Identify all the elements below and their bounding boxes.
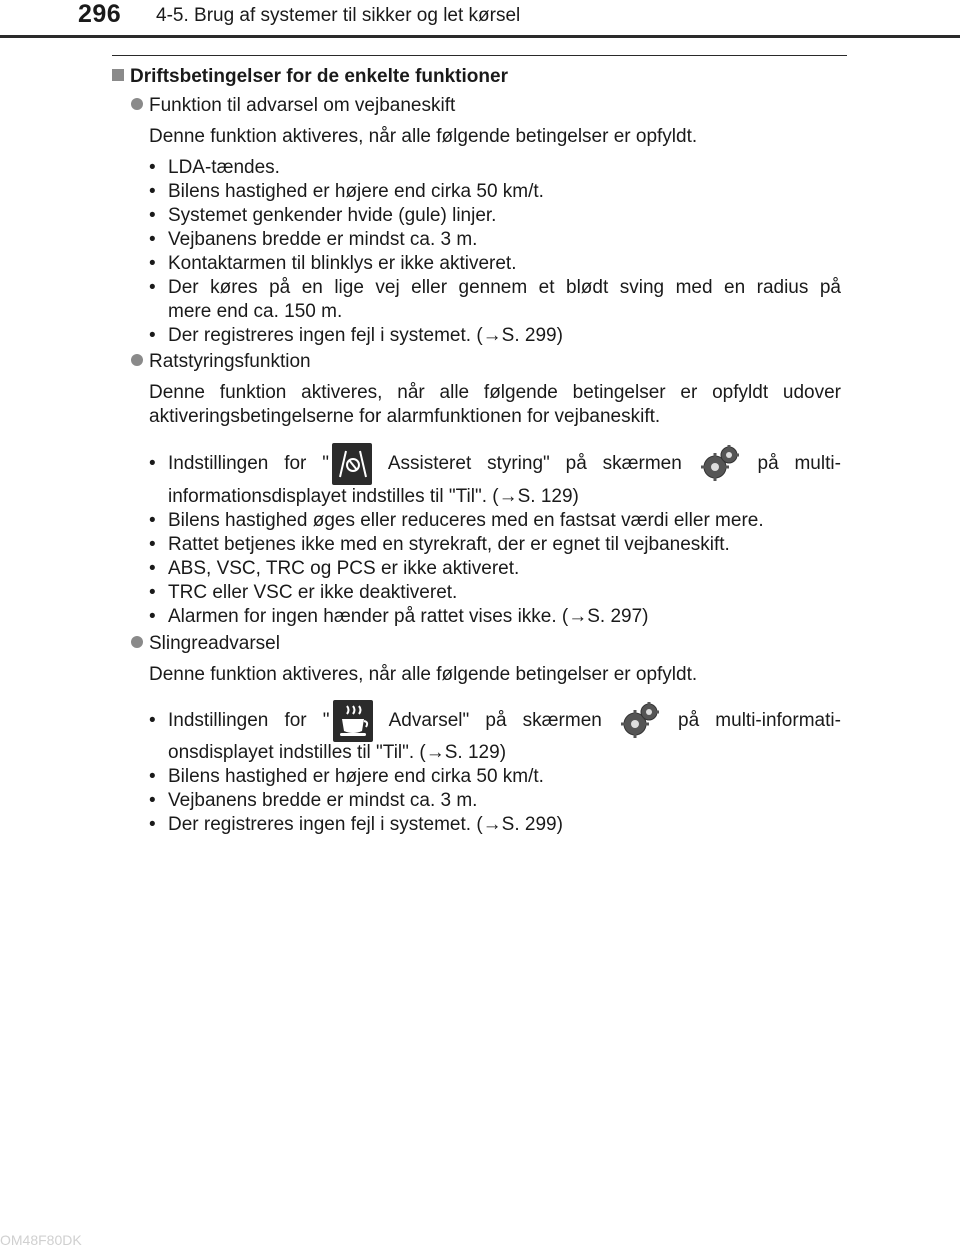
lda-intro: Denne funktion aktiveres, når alle følgende betingelser er opfyldt. xyxy=(149,126,698,147)
bullet-icon: • xyxy=(149,582,156,603)
bullet-icon: • xyxy=(149,558,156,579)
word: på xyxy=(678,710,700,731)
sway-setting-row xyxy=(149,699,841,743)
word: " xyxy=(322,453,329,474)
list-item-text: Bilens hastighed er højere end cirka 50 km/t. xyxy=(168,766,544,787)
list-item-text: Bilens hastighed øges eller reduceres med en fastsat værdi eller mere. xyxy=(168,510,764,531)
steering-setting-row xyxy=(149,442,841,486)
word: på xyxy=(485,710,507,731)
section-heading xyxy=(112,65,508,89)
bullet-icon: • xyxy=(149,606,156,627)
gear-settings-icon xyxy=(698,442,742,486)
sway-bullet-list xyxy=(149,765,841,837)
bullet-icon: • xyxy=(149,710,156,731)
section-heading-text: Driftsbetingelser for de enkelte funktioner xyxy=(130,66,508,87)
list-item-text: Bilens hastighed er højere end cirka 50 km/t. xyxy=(168,181,544,202)
bullet-icon: • xyxy=(149,790,156,811)
lda-heading-text: Funktion til advarsel om vejbaneskift xyxy=(149,95,456,116)
word: på xyxy=(757,453,779,474)
bullet-icon: • xyxy=(149,205,156,226)
word: Assisteret xyxy=(387,453,472,474)
footer-code: OM48F80DK xyxy=(0,1232,82,1248)
list-item-continued: mere end ca. 150 m. xyxy=(168,301,343,322)
steering-bullet-list xyxy=(149,509,841,629)
word: Advarsel" xyxy=(388,710,470,731)
sway-intro: Denne funktion aktiveres, når alle følgende betingelser er opfyldt. xyxy=(149,664,698,685)
square-marker-icon xyxy=(112,69,124,81)
steering-heading-text: Ratstyringsfunktion xyxy=(149,351,311,372)
lda-heading xyxy=(131,94,455,118)
lda-bullet-list xyxy=(149,156,841,356)
list-item-text: Systemet genkender hvide (gule) linjer. xyxy=(168,205,497,226)
list-item-text: Alarmen for ingen hænder på rattet vises ikke. (→S. 297) xyxy=(168,606,649,627)
circle-marker-icon xyxy=(131,354,143,366)
circle-marker-icon xyxy=(131,98,143,110)
word: for xyxy=(284,453,307,474)
word: for xyxy=(284,710,307,731)
word: multi- xyxy=(794,453,841,474)
gear-settings-icon xyxy=(618,699,662,743)
word: skærmen xyxy=(602,453,682,474)
list-item-text: Vejbanens bredde er mindst ca. 3 m. xyxy=(168,790,478,811)
bullet-icon: • xyxy=(149,453,156,474)
list-item-text: LDA-tændes. xyxy=(168,157,280,178)
word: Indstillingen xyxy=(168,710,269,731)
section-rule xyxy=(112,55,847,56)
sway-heading-text: Slingreadvarsel xyxy=(149,633,280,654)
word: på xyxy=(565,453,587,474)
list-item-text: Der registreres ingen fejl i systemet. (→S. 299) xyxy=(168,814,563,835)
steering-heading xyxy=(131,350,311,374)
bullet-icon: • xyxy=(149,325,156,346)
word: " xyxy=(322,710,330,731)
word: styring" xyxy=(487,453,550,474)
list-item-text: Vejbanens bredde er mindst ca. 3 m. xyxy=(168,229,478,250)
bullet-icon: • xyxy=(149,181,156,202)
bullet-icon: • xyxy=(149,229,156,250)
page-number: 296 xyxy=(78,0,122,28)
running-header: 4-5. Brug af systemer til sikker og let kørsel xyxy=(156,5,521,26)
quoted-icon xyxy=(323,700,373,742)
list-item-text: Der registreres ingen fejl i systemet. (→S. 299) xyxy=(168,325,563,346)
steering-setting-line2: informationsdisplayet indstilles til "Til". (→S. 129) xyxy=(168,486,579,507)
bullet-icon: • xyxy=(149,766,156,787)
sway-setting-line2: onsdisplayet indstilles til "Til". (→S. 129) xyxy=(168,742,507,763)
list-item-text: Rattet betjenes ikke med en styrekraft, der er egnet til vejbaneskift. xyxy=(168,534,730,555)
sway-heading xyxy=(131,632,280,656)
word: Indstillingen xyxy=(168,453,269,474)
steering-assist-icon xyxy=(332,443,372,485)
list-item-text: ABS, VSC, TRC og PCS er ikke aktiveret. xyxy=(168,558,520,579)
list-item-text: TRC eller VSC er ikke deaktiveret. xyxy=(168,582,458,603)
bullet-icon: • xyxy=(149,157,156,178)
sway-setting-text xyxy=(168,699,841,743)
quoted-icon xyxy=(322,443,372,485)
bullet-icon: • xyxy=(149,534,156,555)
coffee-cup-icon xyxy=(333,700,373,742)
word: multi-informati- xyxy=(715,710,841,731)
header-rule xyxy=(0,35,960,38)
list-item-text: Kontaktarmen til blinklys er ikke aktiveret. xyxy=(168,253,517,274)
circle-marker-icon xyxy=(131,636,143,648)
list-item-text: Der køres på en lige vej eller gennem et blødt sving med en radius på xyxy=(168,277,841,298)
bullet-icon: • xyxy=(149,277,156,298)
bullet-icon: • xyxy=(149,253,156,274)
word: skærmen xyxy=(522,710,602,731)
bullet-icon: • xyxy=(149,814,156,835)
steering-intro-line1: Denne funktion aktiveres, når alle følgende betingelser er opfyldt udover xyxy=(149,382,841,403)
bullet-icon: • xyxy=(149,510,156,531)
steering-intro-line2: aktiveringsbetingelserne for alarmfunktionen for vejbaneskift. xyxy=(149,406,661,427)
steering-setting-text xyxy=(168,442,841,486)
